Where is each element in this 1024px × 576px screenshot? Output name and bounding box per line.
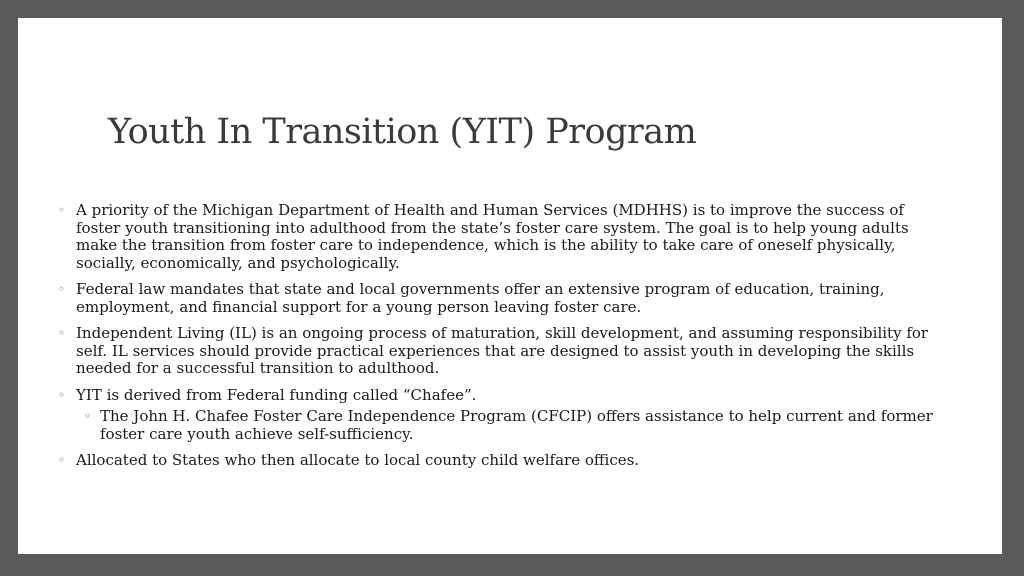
bullet-item xyxy=(58,281,938,316)
sub-bullet-text: The John H. Chafee Foster Care Independence Program (CFCIP) offers assistance to help current and former foster care youth achieve self-sufficiency. xyxy=(100,407,933,443)
bullet-item xyxy=(58,202,938,272)
bullet-text: YIT is derived from Federal funding called “Chafee”. xyxy=(76,385,477,404)
bullet-circle-icon: ◦ xyxy=(58,282,66,296)
bullet-text: Allocated to States who then allocate to local county child welfare offices. xyxy=(76,451,640,469)
bullet-item xyxy=(58,452,938,470)
bullet-circle-icon: ◦ xyxy=(58,326,66,340)
bullet-item xyxy=(58,325,938,378)
bullet-circle-icon: ◦ xyxy=(58,387,66,402)
bullet-circle-icon: ◦ xyxy=(58,203,66,217)
slide xyxy=(18,18,1002,554)
slide-title: Youth In Transition (YIT) Program xyxy=(108,112,697,152)
bullet-text: Independent Living (IL) is an ongoing process of maturation, skill development, and assuming responsibility for self. IL services should provide practical experiences that are designed to assist youth in developing the skills needed for a successful transition to adulthood. xyxy=(76,324,929,377)
bullet-text: Federal law mandates that state and local governments offer an extensive program of education, training, employment, and financial support for a young person leaving foster care. xyxy=(76,280,885,316)
bullet-list xyxy=(58,202,938,479)
bullet-text: A priority of the Michigan Department of Health and Human Services (MDHHS) is to improve the success of foster youth transitioning into adulthood from the state’s foster care system. The goal is to help young adults make the transition from foster care to independence, which is the ability to take care of oneself physically, socially, economically, and psychologically. xyxy=(76,201,909,272)
bullet-item xyxy=(58,387,938,444)
sub-bullet-list xyxy=(76,408,938,443)
bullet-circle-icon: ◦ xyxy=(58,453,66,467)
sub-bullet-circle-icon: ◦ xyxy=(84,409,92,423)
sub-bullet-item xyxy=(76,408,938,443)
